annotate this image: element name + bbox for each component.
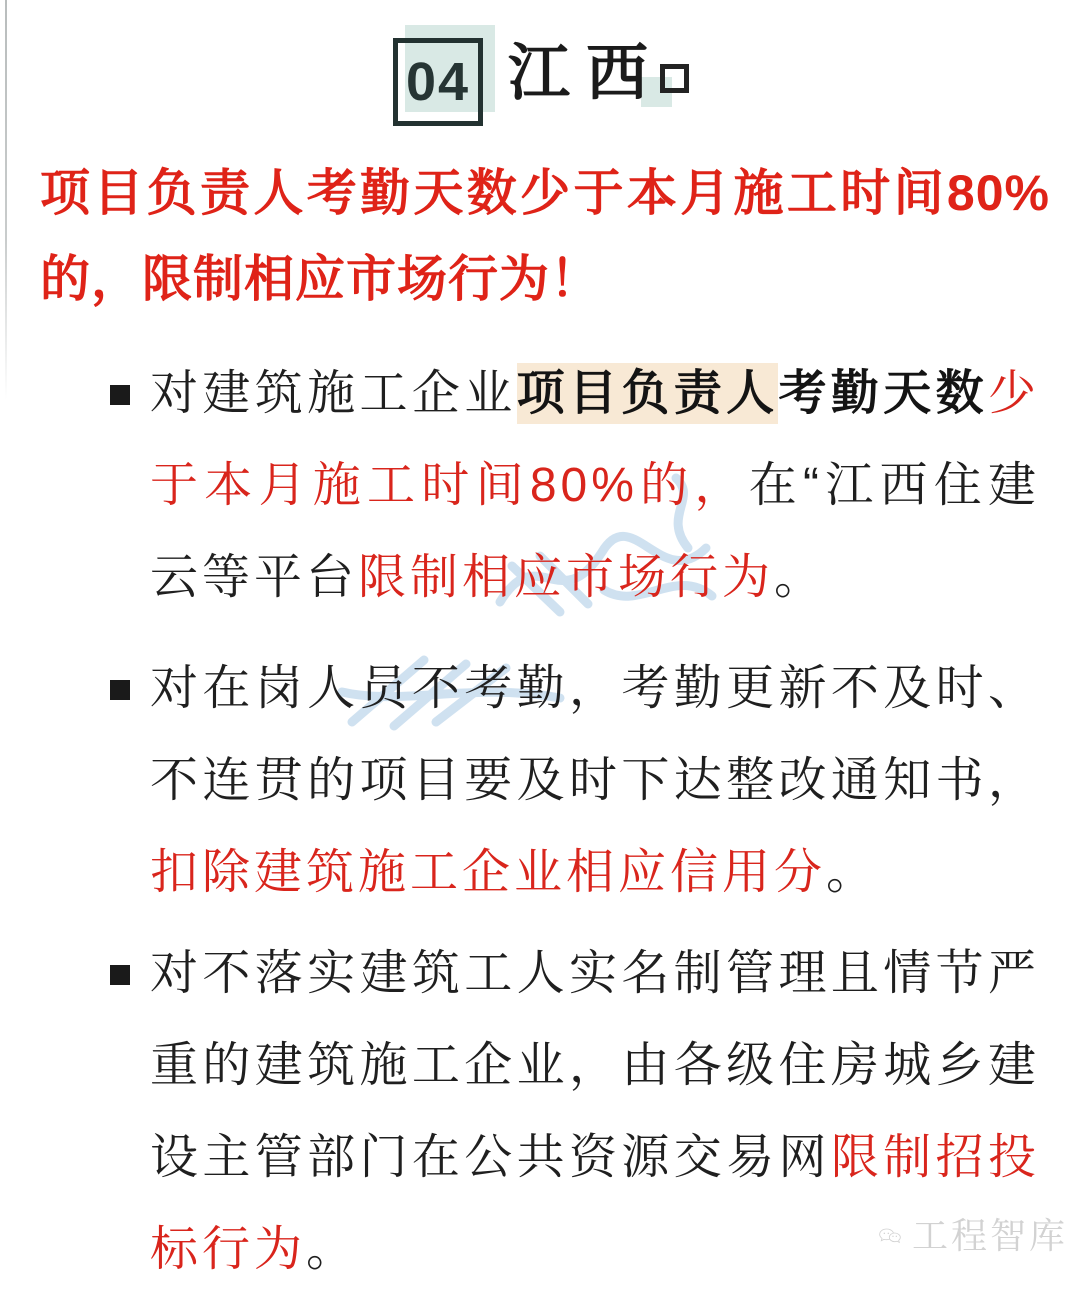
text-segment: 在“江西住建云等平台 (150, 459, 1040, 604)
bullet-paragraph-2 (150, 643, 1040, 919)
section-number-box (393, 38, 483, 126)
text-segment: 项目负责人 (517, 363, 779, 424)
text-segment: 对在岗人员不考勤，考勤更新不及时、不连贯的项目要及时下达整改通知书， (150, 662, 1040, 807)
publisher-watermark (878, 1205, 1068, 1267)
text-segment: 。 (774, 551, 827, 604)
text-segment: 少于本月施工时间80%的， (150, 367, 1040, 512)
text-segment: 。 (306, 1223, 359, 1276)
text-segment: 限制招投标行为 (150, 1131, 1040, 1276)
publisher-name: 工程智库 (911, 1215, 1068, 1256)
decor-outline-square-icon (660, 64, 689, 93)
page-edge-line (5, 0, 7, 400)
text-segment: 对建筑施工企业 (150, 367, 517, 420)
section-number: 04 (405, 52, 471, 112)
text-segment: 考勤天数 (778, 367, 988, 420)
text-segment: 扣除建筑施工企业相应信用分 (150, 846, 827, 899)
text-segment: 限制相应市场行为 (358, 551, 775, 604)
bullet-paragraph-1 (150, 348, 1040, 624)
chat-bubbles-icon (878, 1209, 902, 1263)
text-segment: 。 (826, 846, 879, 899)
square-bullet-icon (110, 385, 130, 405)
square-bullet-icon (110, 965, 130, 985)
section-title: 江西 (508, 39, 665, 108)
square-bullet-icon (110, 680, 130, 700)
headline: 项目负责人考勤天数少于本月施工时间80%的，限制相应市场行为！ (40, 165, 1050, 307)
text-segment: 对不落实建筑工人实名制管理且情节严重的建筑施工企业，由各级住房城乡建设主管部门在公共资源交易网 (150, 947, 1040, 1184)
